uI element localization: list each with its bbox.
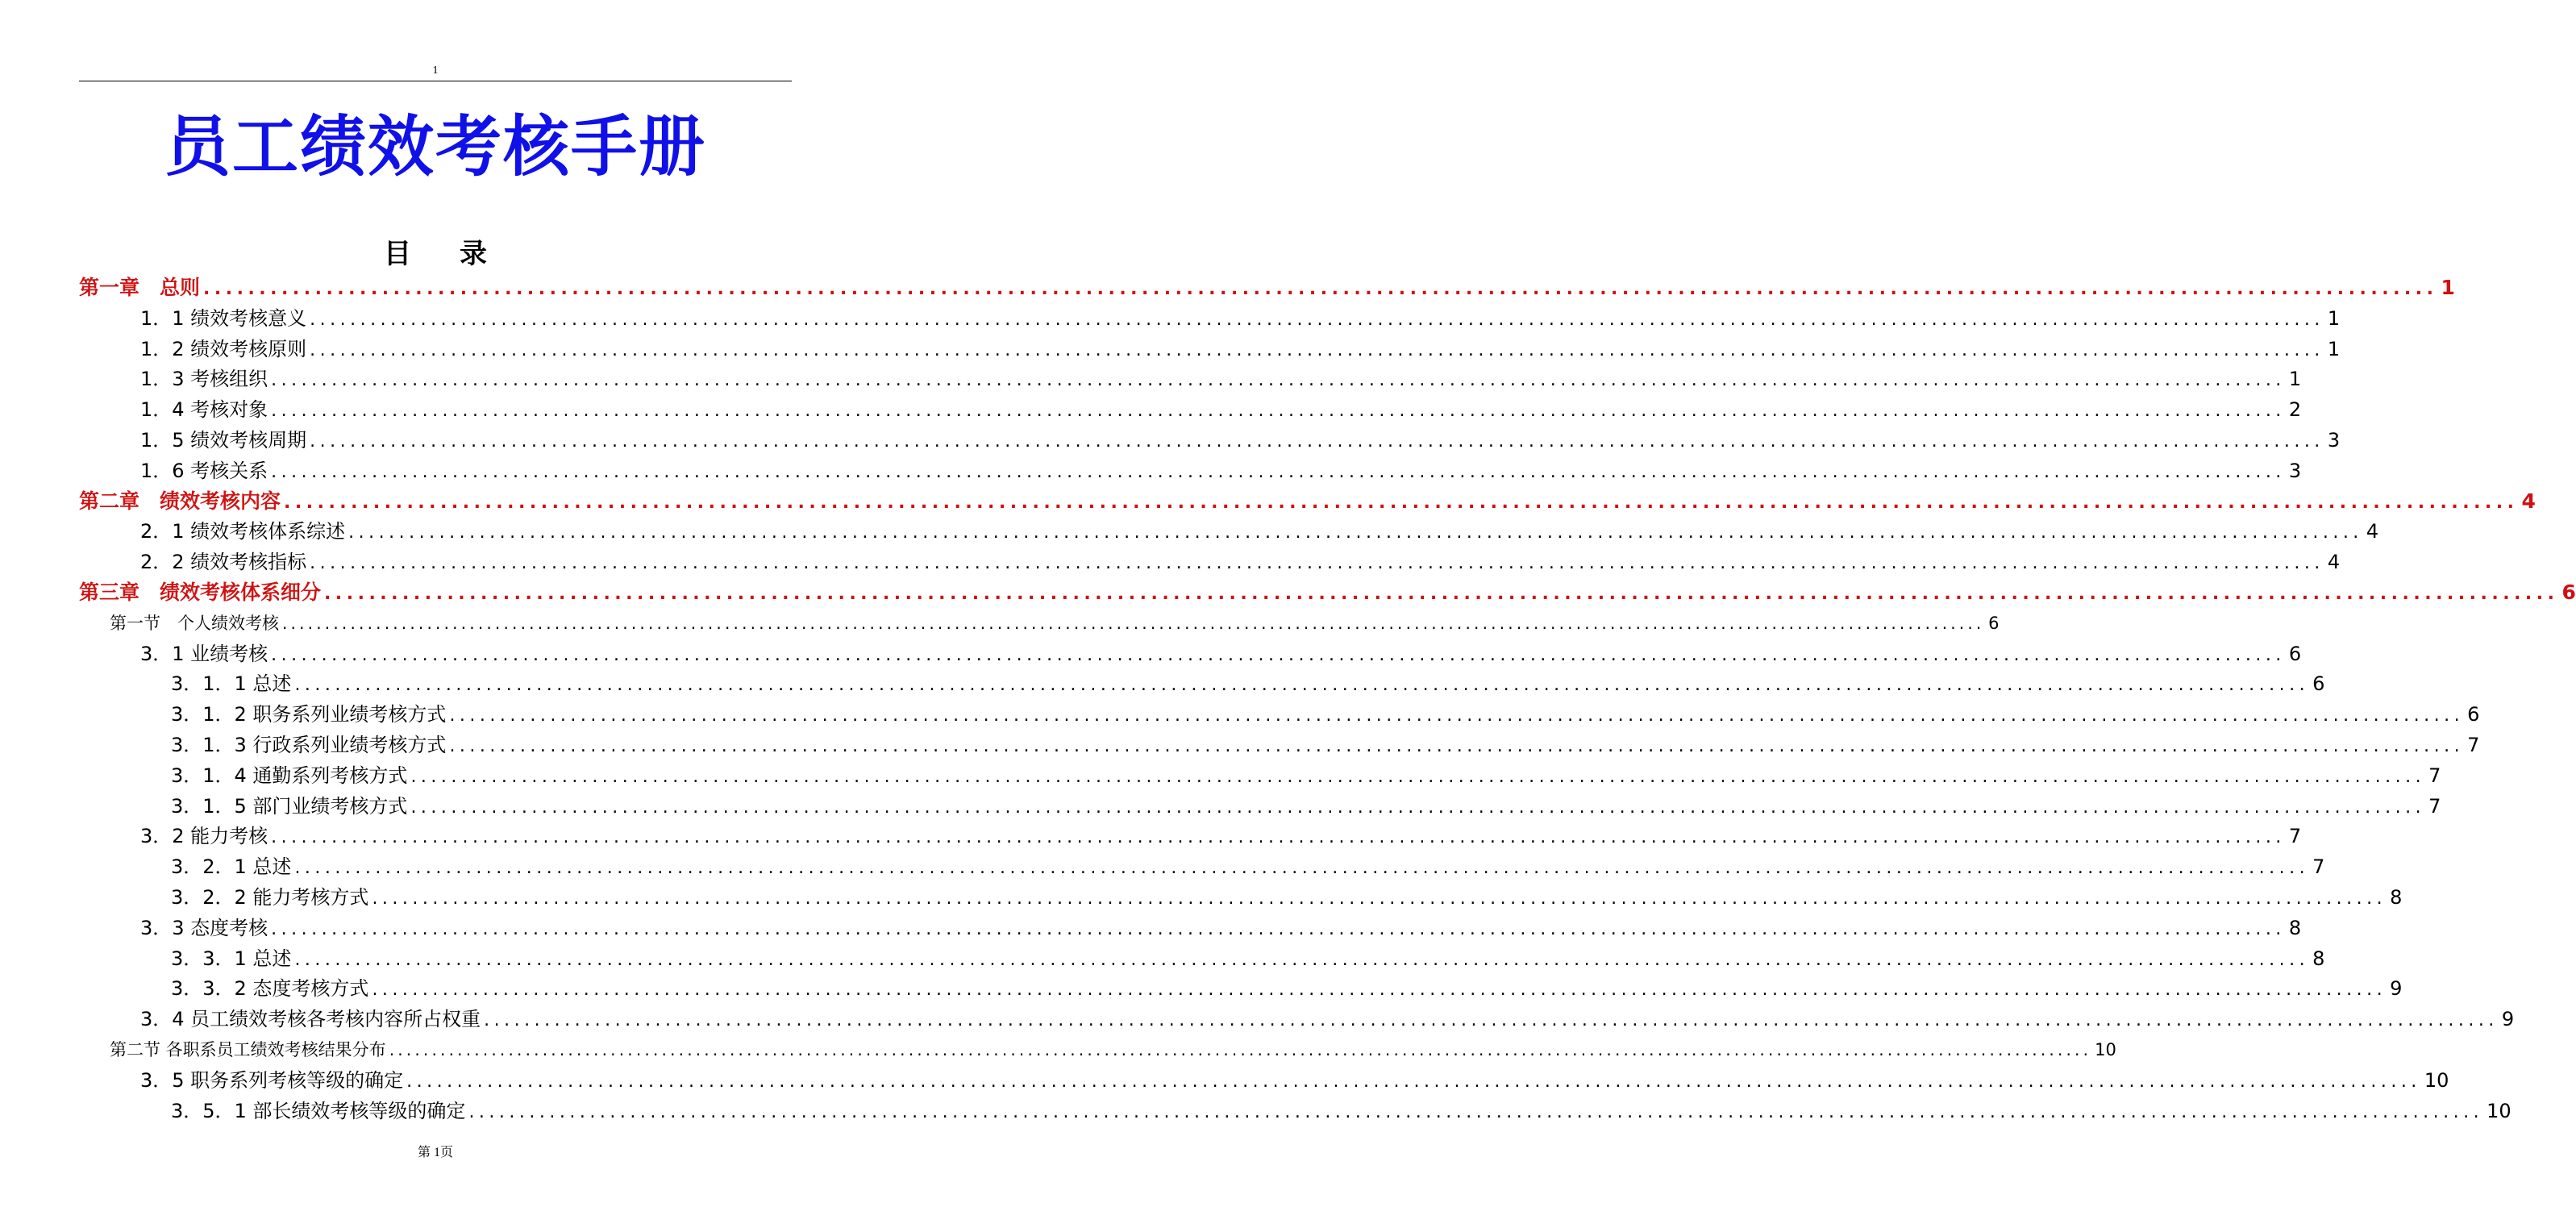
toc-entry-page: 10 [2424, 1068, 2449, 1092]
toc-section-entry[interactable] [110, 1034, 2116, 1065]
toc-entry-page: 8 [2288, 916, 2302, 939]
toc-chapter-entry[interactable] [79, 577, 2576, 608]
toc-entry[interactable] [140, 913, 2302, 943]
toc-entry-page: 6 [2312, 672, 2325, 696]
toc-entry-label: 3．3 态度考核 [140, 916, 268, 939]
toc-entry-label: 3．4 员工绩效考核各考核内容所占权重 [140, 1008, 481, 1031]
toc-entry-page: 1 [2327, 306, 2341, 330]
toc-leader-dots: ........................................................................................................................................................................................................ [389, 1040, 2092, 1059]
toc-leader-dots: ........................................................................................................................................................................................................ [282, 613, 1985, 633]
toc-leader-dots: ........................................................................................................................................................................................................ [271, 370, 2286, 391]
toc-chapter-entry[interactable] [79, 486, 2536, 517]
toc-entry-page: 3 [2327, 429, 2341, 452]
toc-entry[interactable] [171, 973, 2403, 1004]
toc-entry[interactable] [171, 1096, 2511, 1126]
toc-entry-label: 1．4 考核对象 [140, 398, 268, 422]
toc-leader-dots: ........................................................................................................................................................................................................ [406, 1071, 2421, 1092]
toc-leader-dots: ........................................................................................................................................................................................................ [484, 1010, 2499, 1031]
toc-leader-dots: ........................................................................................................................................................................................................ [294, 949, 2310, 970]
toc-leader-dots: ........................................................................................................................................................................................................ [310, 339, 2324, 360]
toc-entry-label: 3．1．4 通勤系列考核方式 [171, 764, 408, 787]
toc-entry-page: 2 [2288, 398, 2302, 422]
toc-entry-label: 1．5 绩效考核周期 [140, 429, 307, 452]
toc-entry[interactable] [140, 334, 2341, 364]
toc-entry-page: 4 [2366, 520, 2379, 543]
toc-entry-label: 3．2．1 总述 [171, 855, 292, 879]
toc-entry[interactable] [171, 851, 2325, 882]
toc-leader-dots: ........................................................................................................................................................................................................ [468, 1101, 2484, 1122]
toc-entry-page: 1 [2441, 276, 2455, 299]
toc-entry[interactable] [140, 364, 2302, 394]
toc-entry-label: 3．3．1 总述 [171, 947, 292, 970]
header-page-number: 1 [432, 65, 439, 77]
toc-leader-dots: ........................................................................................................................................................................................................ [271, 827, 2286, 848]
footer-page-label: 第 1页 [417, 1146, 453, 1159]
toc-heading-left: 目 [384, 238, 411, 270]
toc-leader-dots: ........................................................................................................................................................................................................ [294, 858, 2310, 879]
toc-entry-page: 7 [2428, 764, 2441, 787]
toc-entry[interactable] [140, 639, 2302, 669]
toc-entry[interactable] [140, 547, 2341, 577]
toc-entry-page: 6 [1988, 613, 2000, 633]
toc-leader-dots: ........................................................................................................................................................................................................ [271, 401, 2286, 422]
toc-entry-page: 10 [2095, 1040, 2116, 1059]
toc-entry-label: 1．1 绩效考核意义 [140, 306, 307, 330]
toc-entry-page: 7 [2312, 855, 2325, 879]
toc-entry-page: 4 [2521, 489, 2536, 513]
toc-entry-page: 4 [2327, 551, 2341, 574]
toc-entry-label: 3．1．1 总述 [171, 672, 292, 696]
toc-entry-page: 7 [2288, 825, 2302, 848]
toc-entry[interactable] [140, 1004, 2515, 1034]
toc-entry[interactable] [140, 456, 2302, 486]
toc-entry[interactable] [171, 699, 2480, 730]
toc-entry-page: 9 [2390, 977, 2403, 1001]
toc-entry-label: 3．1．2 职务系列业绩考核方式 [171, 703, 447, 726]
toc-entry[interactable] [171, 943, 2325, 974]
toc-entry-page: 9 [2501, 1008, 2515, 1031]
toc-leader-dots: ........................................................................................................................................................................................................ [271, 918, 2286, 939]
toc-leader-dots: ........................................................................................................................................................................................................ [449, 705, 2465, 726]
toc-entry-page: 3 [2288, 459, 2302, 482]
toc-entry-page: 1 [2288, 368, 2302, 391]
toc-leader-dots: ........................................................................................................................................................................................................ [271, 644, 2286, 665]
toc-entry-label: 3．5．1 部长绩效考核等级的确定 [171, 1099, 466, 1122]
toc-heading [0, 235, 871, 273]
toc-entry[interactable] [140, 425, 2341, 456]
toc-entry-label: 2．2 绩效考核指标 [140, 551, 307, 574]
toc-entry-page: 6 [2467, 703, 2480, 726]
toc-leader-dots: ........................................................................................................................................................................................................ [410, 766, 2426, 787]
toc-entry-label: 3．3．2 态度考核方式 [171, 977, 369, 1001]
toc-entry-page: 6 [2561, 581, 2576, 604]
toc-entry[interactable] [171, 882, 2403, 913]
toc-entry-page: 8 [2312, 947, 2325, 970]
toc-entry-page: 6 [2288, 642, 2302, 665]
toc-entry[interactable] [171, 760, 2441, 791]
toc-leader-dots: ........................................................................................................................................................................................................ [284, 492, 2519, 513]
toc-entry[interactable] [171, 668, 2325, 699]
toc-entry-page: 7 [2428, 794, 2441, 818]
toc-leader-dots: ........................................................................................................................................................................................................ [271, 461, 2286, 482]
toc-entry-label: 第一节 个人绩效考核 [110, 613, 279, 633]
toc-entry-label: 第一章 总则 [79, 276, 201, 299]
toc-leader-dots: ........................................................................................................................................................................................................ [294, 675, 2310, 696]
toc-entry-label: 3．1．5 部门业绩考核方式 [171, 794, 408, 818]
toc-entry-page: 7 [2467, 734, 2480, 756]
toc-leader-dots: ........................................................................................................................................................................................................ [410, 797, 2426, 818]
toc-leader-dots: ........................................................................................................................................................................................................ [348, 522, 2363, 543]
toc-entry-page: 1 [2327, 337, 2341, 360]
toc-heading-right: 录 [460, 238, 487, 270]
toc-entry-label: 第二节 各职系员工绩效考核结果分布 [110, 1040, 386, 1059]
toc-entry-label: 2．1 绩效考核体系综述 [140, 520, 346, 543]
toc-entry-label: 第二章 绩效考核内容 [79, 489, 281, 513]
toc-chapter-entry[interactable] [79, 273, 2455, 303]
toc-leader-dots: ........................................................................................................................................................................................................ [310, 309, 2324, 330]
toc-leader-dots: ........................................................................................................................................................................................................ [372, 980, 2387, 1001]
toc-leader-dots: ........................................................................................................................................................................................................ [203, 279, 2438, 299]
toc-section-entry[interactable] [110, 608, 2000, 639]
document-title: 员工绩效考核手册 [164, 109, 706, 185]
toc-entry[interactable] [171, 730, 2480, 760]
toc-leader-dots: ........................................................................................................................................................................................................ [449, 736, 2465, 756]
toc-entry-label: 3．1．3 行政系列业绩考核方式 [171, 734, 447, 756]
toc-entry-label: 1．6 考核关系 [140, 459, 268, 482]
toc-leader-dots: ........................................................................................................................................................................................................ [324, 584, 2559, 604]
toc-entry-label: 第三章 绩效考核体系细分 [79, 581, 322, 604]
toc-entry-label: 1．2 绩效考核原则 [140, 337, 307, 360]
toc-entry-label: 1．3 考核组织 [140, 368, 268, 391]
toc-entry-label: 3．2 能力考核 [140, 825, 268, 848]
toc-entry[interactable] [140, 1065, 2449, 1096]
toc-leader-dots: ........................................................................................................................................................................................................ [372, 889, 2387, 909]
toc-entry-label: 3．2．2 能力考核方式 [171, 886, 369, 909]
toc-entry-page: 10 [2487, 1099, 2511, 1122]
toc-entry-label: 3．1 业绩考核 [140, 642, 268, 665]
toc-leader-dots: ........................................................................................................................................................................................................ [310, 553, 2324, 574]
toc-entry[interactable] [140, 394, 2302, 425]
toc-entry[interactable] [140, 516, 2379, 547]
toc-entry-page: 8 [2390, 886, 2403, 909]
toc-entry-label: 3．5 职务系列考核等级的确定 [140, 1068, 404, 1092]
toc-entry[interactable] [140, 821, 2302, 851]
toc-leader-dots: ........................................................................................................................................................................................................ [310, 431, 2324, 452]
toc-entry[interactable] [140, 303, 2341, 334]
toc-entry[interactable] [171, 791, 2441, 822]
